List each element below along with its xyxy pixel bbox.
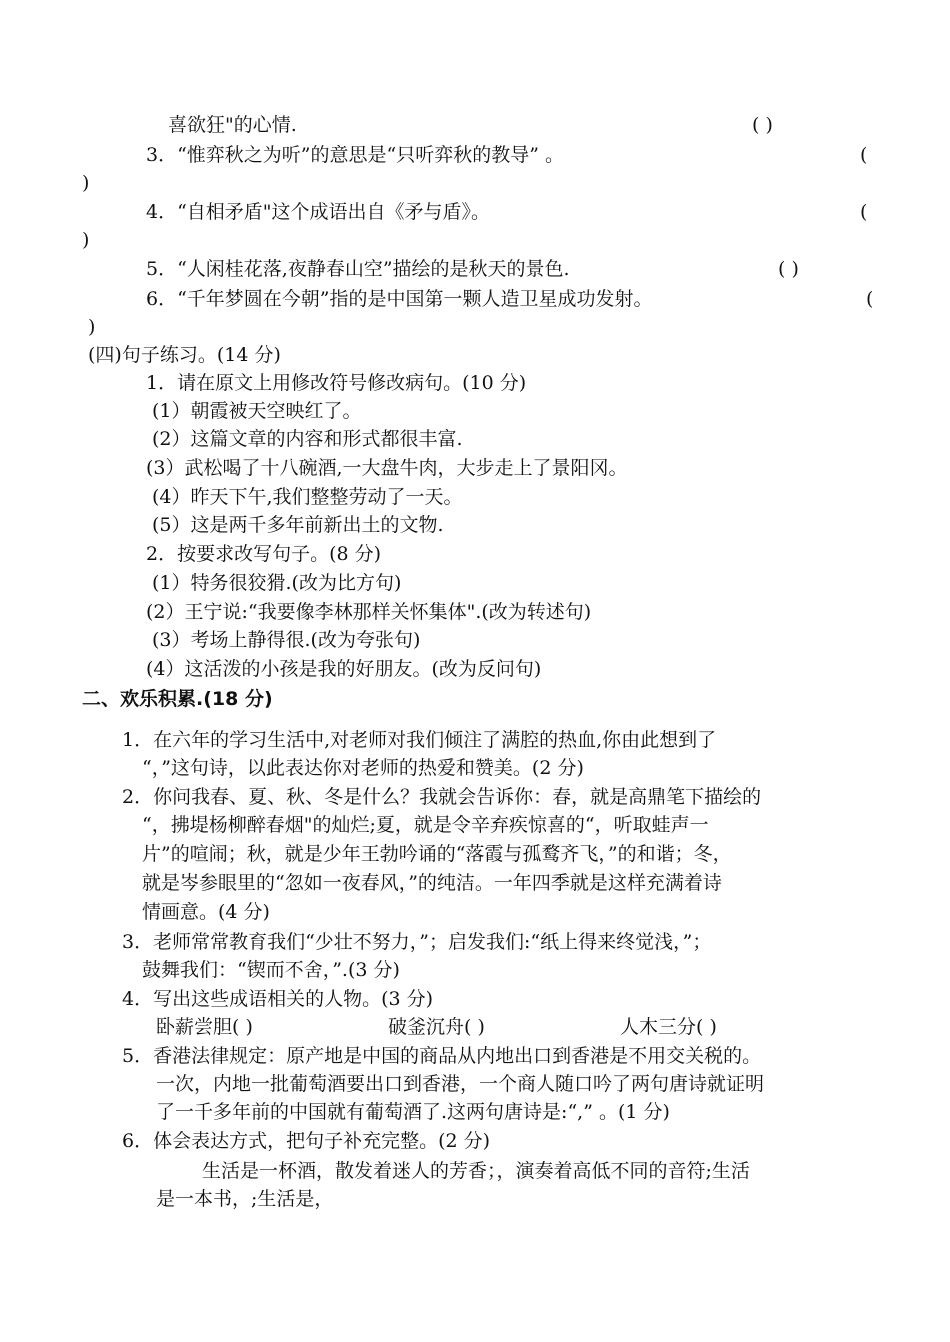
sentence-fix-item-5: (5）这是两千多年前新出土的文物. (152, 514, 444, 536)
judge-item-2-answer-paren[interactable]: ( ) (752, 114, 773, 136)
sentence-fix-item-2: (2）这篇文章的内容和形式都很丰富. (152, 428, 463, 450)
judge-item-2-continuation: 喜欲狂"的心情. (168, 114, 297, 136)
judge-item-3: 3．“惟弈秋之为听”的意思是“只听弈秋的教导” 。 (146, 144, 564, 166)
judge-item-4-paren-close: ) (82, 229, 90, 251)
part-2-heading: 二、欢乐积累.(18 分) (82, 688, 273, 710)
accumulate-q2-line-1: 2．你问我春、夏、秋、冬是什么？我就会告诉你：春，就是高鼎笔下描绘的 (122, 786, 762, 808)
judge-item-5-answer-paren[interactable]: ( ) (778, 258, 799, 280)
judge-item-4-paren-open[interactable]: ( (860, 201, 868, 223)
accumulate-q6-line-2: 生活是一杯酒，散发着迷人的芳香；，演奏着高低不同的音符;生活 (202, 1160, 750, 1182)
sentence-fix-item-3: (3）武松喝了十八碗酒,一大盘牛肉，大步走上了景阳冈。 (146, 457, 628, 479)
judge-item-3-paren-open[interactable]: ( (860, 144, 868, 166)
accumulate-q6-line-3: 是一本书，;生活是， (156, 1188, 334, 1210)
sentence-fix-item-1: (1）朝霞被天空映红了。 (152, 400, 362, 422)
idiom-po-fu-chen-zhou[interactable]: 破釜沉舟( ) (388, 1016, 485, 1038)
accumulate-q2-line-4: 就是岑参眼里的“忽如一夜春风，”的纯洁。一年四季就是这样充满着诗 (142, 872, 722, 894)
section-4-heading: (四)句子练习。(14 分) (88, 344, 281, 366)
accumulate-q1-line-1: 1．在六年的学习生活中,对老师对我们倾注了满腔的热血,你由此想到了 (122, 729, 717, 751)
judge-item-6-paren-close: ) (88, 316, 96, 338)
rewrite-item-1: (1）特务很狡猾.(改为比方句) (152, 572, 402, 594)
judge-item-3-paren-close: ) (82, 172, 90, 194)
accumulate-q2-line-3: 片”的喧闹；秋，就是少年王勃吟诵的“落霞与孤鹜齐飞，”的和谐；冬， (142, 843, 732, 865)
accumulate-q1-line-2: “，”这句诗，以此表达你对老师的热爱和赞美。(2 分) (142, 757, 584, 779)
accumulate-q5-line-2: 一次，内地一批葡萄酒要出口到香港，一个商人随口吟了两句唐诗就证明 (156, 1073, 765, 1095)
idiom-wo-xin-chang-dan[interactable]: 卧薪尝胆( ) (156, 1016, 253, 1038)
rewrite-item-4: (4）这活泼的小孩是我的好朋友。(改为反问句) (146, 658, 542, 680)
accumulate-q2-line-2: “，拂堤杨柳醉春烟"的灿烂;夏，就是令辛弃疾惊喜的“，听取蛙声一 (142, 814, 709, 836)
accumulate-q5-line-3: 了一千多年前的中国就有葡萄酒了.这两句唐诗是:“,” 。(1 分) (156, 1101, 670, 1123)
accumulate-q4-line-1: 4．写出这些成语相关的人物。(3 分) (122, 988, 434, 1010)
idiom-ren-mu-san-fen[interactable]: 人木三分( ) (620, 1016, 717, 1038)
accumulate-q3-line-1: 3．老师常常教育我们“少壮不努力，”；启发我们:“纸上得来终觉浅，”； (122, 931, 712, 953)
judge-item-6-paren-open[interactable]: ( (866, 288, 874, 310)
accumulate-q5-line-1: 5．香港法律规定：原产地是中国的商品从内地出口到香港是不用交关税的。 (122, 1045, 762, 1067)
accumulate-q3-line-2: 鼓舞我们：“锲而不舍，”.(3 分) (142, 959, 400, 981)
rewrite-item-3: (3）考场上静得很.(改为夸张句) (152, 629, 421, 651)
judge-item-6: 6．“千年梦圆在今朝”指的是中国第一颗人造卫星成功发射。 (146, 288, 653, 310)
section-4-question-2: 2．按要求改写句子。(8 分) (146, 543, 382, 565)
sentence-fix-item-4: (4）昨天下午,我们整整劳动了一天。 (152, 486, 463, 508)
section-4-question-1: 1．请在原文上用修改符号修改病句。(10 分) (146, 372, 527, 394)
judge-item-5: 5．“人闲桂花落,夜静春山空”描绘的是秋天的景色. (146, 258, 570, 280)
rewrite-item-2: (2）王宁说:“我要像李林那样关怀集体".(改为转述句) (146, 601, 592, 623)
accumulate-q6-line-1: 6．体会表达方式，把句子补充完整。(2 分) (122, 1130, 491, 1152)
accumulate-q2-line-5: 情画意。(4 分) (142, 901, 270, 923)
judge-item-4: 4．“自相矛盾"这个成语出自《矛与盾》。 (146, 201, 491, 223)
